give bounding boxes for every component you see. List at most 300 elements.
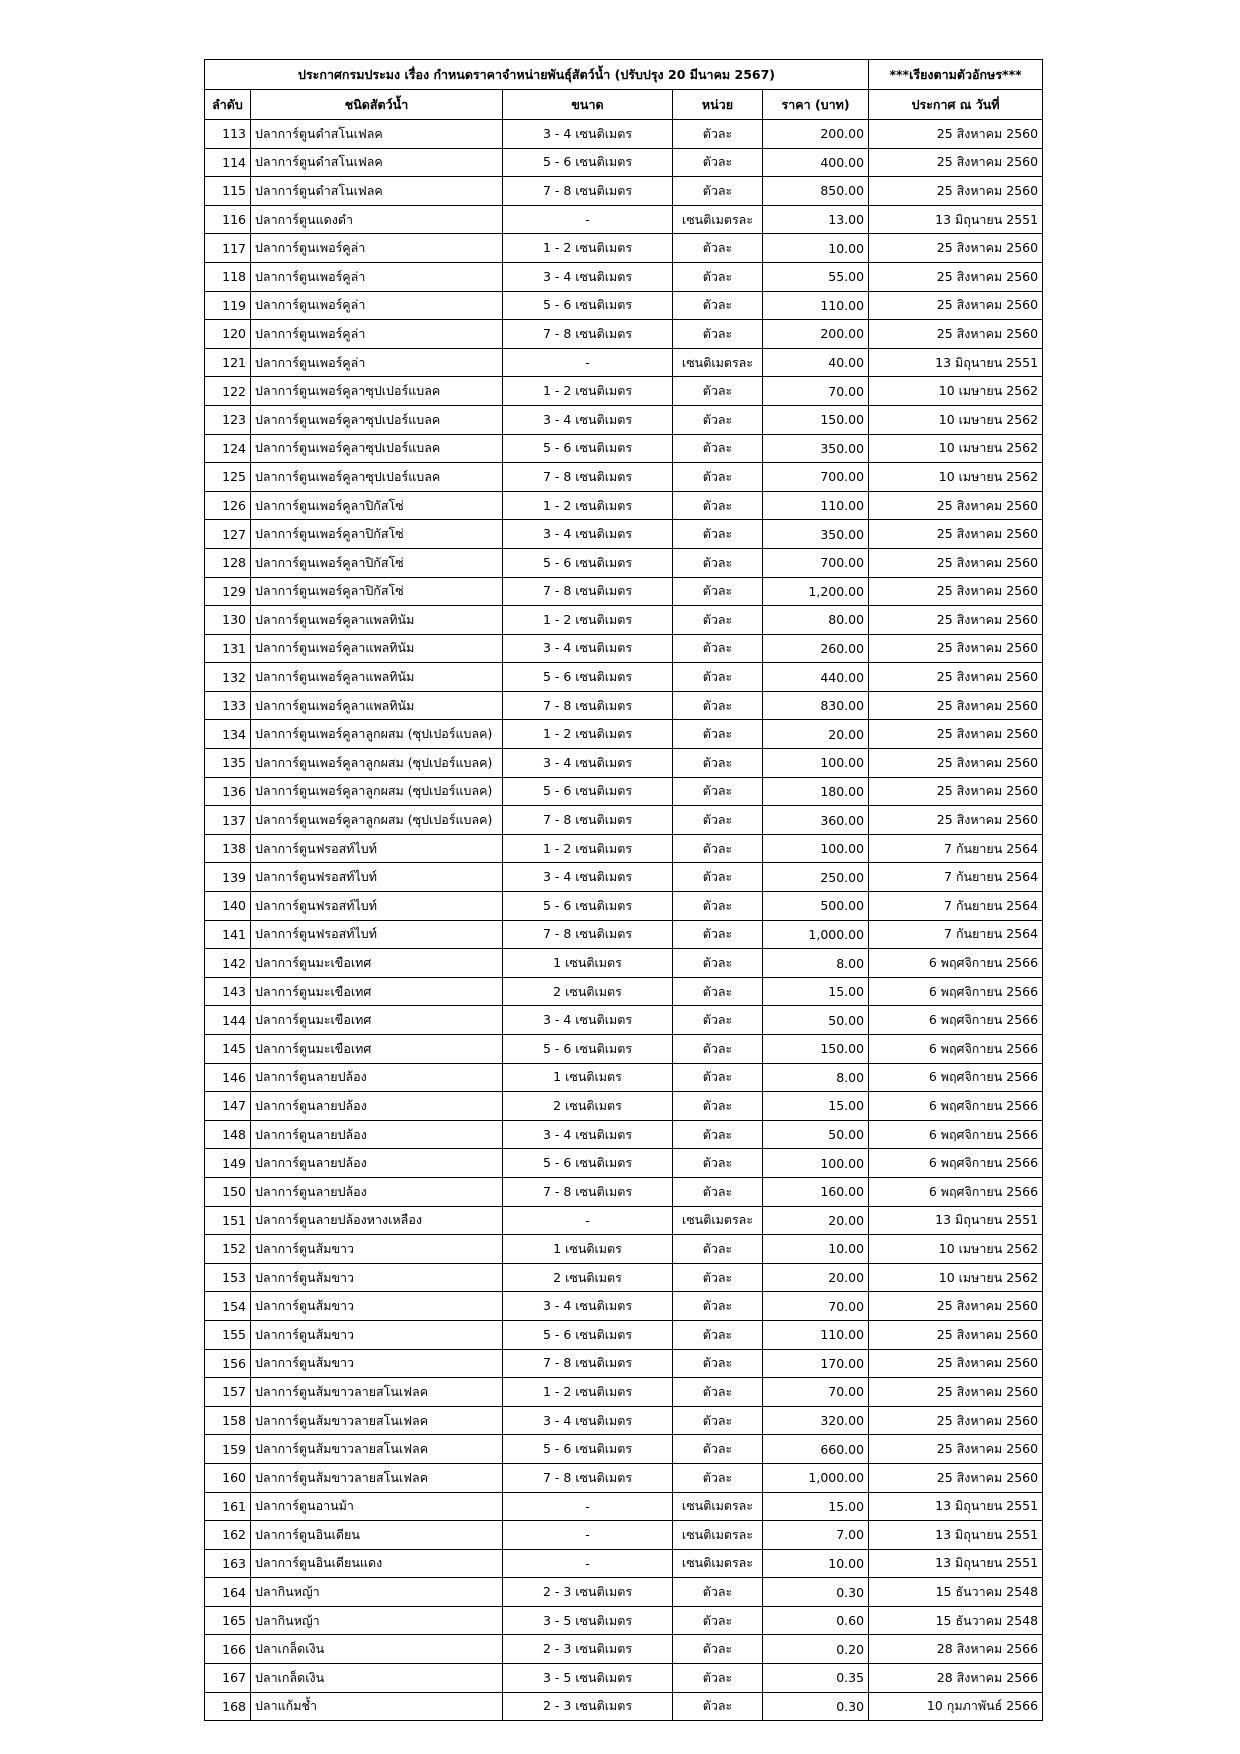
species-name: ปลาการ์ตูนเพอร์คูล่า — [251, 234, 503, 263]
price: 660.00 — [763, 1435, 869, 1464]
price: 20.00 — [763, 1206, 869, 1235]
unit: ตัวละ — [673, 1635, 763, 1664]
table-body — [205, 120, 1043, 1721]
announce-date: 25 สิงหาคม 2560 — [869, 749, 1043, 778]
row-number: 117 — [205, 234, 251, 263]
announce-date: 15 ธันวาคม 2548 — [869, 1606, 1043, 1635]
size: 3 - 4 เซนติเมตร — [503, 520, 673, 549]
price: 0.35 — [763, 1664, 869, 1693]
table-row — [205, 205, 1043, 234]
row-number: 120 — [205, 320, 251, 349]
row-number: 160 — [205, 1463, 251, 1492]
price: 55.00 — [763, 262, 869, 291]
price: 100.00 — [763, 749, 869, 778]
row-number: 132 — [205, 663, 251, 692]
unit: ตัวละ — [673, 1463, 763, 1492]
species-name: ปลาการ์ตูนลายปล้อง — [251, 1120, 503, 1149]
size: 3 - 4 เซนติเมตร — [503, 634, 673, 663]
unit: เซนติเมตรละ — [673, 1549, 763, 1578]
row-number: 127 — [205, 520, 251, 549]
row-number: 164 — [205, 1578, 251, 1607]
announce-date: 15 ธันวาคม 2548 — [869, 1578, 1043, 1607]
species-name: ปลาการ์ตูนเพอร์คูลาปิกัสโซ่ — [251, 491, 503, 520]
table-row — [205, 491, 1043, 520]
row-number: 159 — [205, 1435, 251, 1464]
announce-date: 6 พฤศจิกายน 2566 — [869, 1092, 1043, 1121]
size: 3 - 4 เซนติเมตร — [503, 863, 673, 892]
species-name: ปลาเกล็ดเงิน — [251, 1635, 503, 1664]
announce-date: 10 เมษายน 2562 — [869, 434, 1043, 463]
species-name: ปลาการ์ตูนเพอร์คูลาแพลทินัม — [251, 606, 503, 635]
announce-date: 25 สิงหาคม 2560 — [869, 148, 1043, 177]
price: 320.00 — [763, 1406, 869, 1435]
table-row — [205, 949, 1043, 978]
species-name: ปลาการ์ตูนส้มขาว — [251, 1320, 503, 1349]
table-row — [205, 777, 1043, 806]
size: 1 เซนติเมตร — [503, 949, 673, 978]
price: 80.00 — [763, 606, 869, 635]
table-row — [205, 1692, 1043, 1721]
price: 70.00 — [763, 1378, 869, 1407]
price: 110.00 — [763, 291, 869, 320]
size: 5 - 6 เซนติเมตร — [503, 148, 673, 177]
unit: ตัวละ — [673, 491, 763, 520]
table-row — [205, 1035, 1043, 1064]
unit: ตัวละ — [673, 1406, 763, 1435]
table-row — [205, 320, 1043, 349]
price: 50.00 — [763, 1120, 869, 1149]
species-name: ปลาการ์ตูนส้มขาวลายสโนเฟลค — [251, 1463, 503, 1492]
price: 8.00 — [763, 1063, 869, 1092]
table-row — [205, 834, 1043, 863]
price: 850.00 — [763, 177, 869, 206]
announce-date: 6 พฤศจิกายน 2566 — [869, 1149, 1043, 1178]
row-number: 150 — [205, 1177, 251, 1206]
price: 110.00 — [763, 1320, 869, 1349]
unit: ตัวละ — [673, 892, 763, 921]
price: 350.00 — [763, 434, 869, 463]
price: 160.00 — [763, 1177, 869, 1206]
species-name: ปลาการ์ตูนเพอร์คูลาซุปเปอร์แบลค — [251, 463, 503, 492]
table-row — [205, 120, 1043, 149]
size: 3 - 4 เซนติเมตร — [503, 1406, 673, 1435]
size: 7 - 8 เซนติเมตร — [503, 177, 673, 206]
announce-date: 7 กันยายน 2564 — [869, 834, 1043, 863]
species-name: ปลาการ์ตูนเพอร์คูลาลูกผสม (ซุปเปอร์แบลค) — [251, 806, 503, 835]
species-name: ปลาการ์ตูนเพอร์คูลาปิกัสโซ่ — [251, 548, 503, 577]
row-number: 168 — [205, 1692, 251, 1721]
announce-date: 6 พฤศจิกายน 2566 — [869, 1063, 1043, 1092]
announce-date: 25 สิงหาคม 2560 — [869, 1378, 1043, 1407]
unit: ตัวละ — [673, 634, 763, 663]
table-row — [205, 663, 1043, 692]
species-name: ปลาการ์ตูนฟรอสท์ไบท์ — [251, 863, 503, 892]
row-number: 138 — [205, 834, 251, 863]
unit: ตัวละ — [673, 1349, 763, 1378]
unit: ตัวละ — [673, 262, 763, 291]
size: 3 - 4 เซนติเมตร — [503, 262, 673, 291]
table-row — [205, 1235, 1043, 1264]
announce-date: 25 สิงหาคม 2560 — [869, 1435, 1043, 1464]
unit: ตัวละ — [673, 1435, 763, 1464]
row-number: 135 — [205, 749, 251, 778]
announce-date: 10 เมษายน 2562 — [869, 1263, 1043, 1292]
table-row — [205, 1092, 1043, 1121]
price: 700.00 — [763, 548, 869, 577]
row-number: 128 — [205, 548, 251, 577]
table-row — [205, 262, 1043, 291]
size: 5 - 6 เซนติเมตร — [503, 1035, 673, 1064]
price: 360.00 — [763, 806, 869, 835]
price: 830.00 — [763, 691, 869, 720]
announce-date: 25 สิงหาคม 2560 — [869, 1292, 1043, 1321]
unit: เซนติเมตรละ — [673, 1492, 763, 1521]
table-row — [205, 1664, 1043, 1693]
price: 20.00 — [763, 1263, 869, 1292]
row-number: 161 — [205, 1492, 251, 1521]
unit: ตัวละ — [673, 720, 763, 749]
unit: ตัวละ — [673, 148, 763, 177]
row-number: 126 — [205, 491, 251, 520]
unit: ตัวละ — [673, 749, 763, 778]
announce-date: 25 สิงหาคม 2560 — [869, 1463, 1043, 1492]
row-number: 148 — [205, 1120, 251, 1149]
announce-date: 13 มิถุนายน 2551 — [869, 1492, 1043, 1521]
species-name: ปลาการ์ตูนมะเขือเทศ — [251, 1035, 503, 1064]
species-name: ปลาการ์ตูนมะเขือเทศ — [251, 1006, 503, 1035]
size: 7 - 8 เซนติเมตร — [503, 691, 673, 720]
size: 5 - 6 เซนติเมตร — [503, 1435, 673, 1464]
announce-date: 10 เมษายน 2562 — [869, 463, 1043, 492]
price: 260.00 — [763, 634, 869, 663]
size: - — [503, 205, 673, 234]
row-number: 139 — [205, 863, 251, 892]
species-name: ปลาการ์ตูนเพอร์คูลาลูกผสม (ซุปเปอร์แบลค) — [251, 720, 503, 749]
species-name: ปลาการ์ตูนฟรอสท์ไบท์ — [251, 892, 503, 921]
species-name: ปลาแก้มช้ำ — [251, 1692, 503, 1721]
price: 170.00 — [763, 1349, 869, 1378]
announce-date: 25 สิงหาคม 2560 — [869, 663, 1043, 692]
unit: ตัวละ — [673, 1177, 763, 1206]
table-row — [205, 234, 1043, 263]
unit: เซนติเมตรละ — [673, 205, 763, 234]
size: 1 - 2 เซนติเมตร — [503, 834, 673, 863]
size: 3 - 4 เซนติเมตร — [503, 120, 673, 149]
species-name: ปลากินหญ้า — [251, 1606, 503, 1635]
price: 20.00 — [763, 720, 869, 749]
announce-date: 25 สิงหาคม 2560 — [869, 177, 1043, 206]
unit: ตัวละ — [673, 1235, 763, 1264]
row-number: 140 — [205, 892, 251, 921]
size: 3 - 5 เซนติเมตร — [503, 1664, 673, 1693]
species-name: ปลาการ์ตูนเพอร์คูล่า — [251, 320, 503, 349]
price: 70.00 — [763, 1292, 869, 1321]
price: 180.00 — [763, 777, 869, 806]
row-number: 121 — [205, 348, 251, 377]
table-row — [205, 920, 1043, 949]
size: 5 - 6 เซนติเมตร — [503, 777, 673, 806]
species-name: ปลาการ์ตูนเพอร์คูล่า — [251, 291, 503, 320]
species-name: ปลาการ์ตูนเพอร์คูลาปิกัสโซ่ — [251, 577, 503, 606]
column-header-price: ราคา (บาท) — [763, 90, 869, 120]
price: 70.00 — [763, 377, 869, 406]
table-row — [205, 1320, 1043, 1349]
table-row — [205, 806, 1043, 835]
unit: ตัวละ — [673, 606, 763, 635]
species-name: ปลาการ์ตูนเพอร์คูล่า — [251, 262, 503, 291]
price: 8.00 — [763, 949, 869, 978]
row-number: 157 — [205, 1378, 251, 1407]
table-row — [205, 1606, 1043, 1635]
announce-date: 10 เมษายน 2562 — [869, 1235, 1043, 1264]
price: 10.00 — [763, 1235, 869, 1264]
unit: ตัวละ — [673, 949, 763, 978]
species-name: ปลาการ์ตูนเพอร์คูลาปิกัสโซ่ — [251, 520, 503, 549]
announce-date: 25 สิงหาคม 2560 — [869, 577, 1043, 606]
row-number: 137 — [205, 806, 251, 835]
size: 7 - 8 เซนติเมตร — [503, 1463, 673, 1492]
row-number: 154 — [205, 1292, 251, 1321]
price: 100.00 — [763, 1149, 869, 1178]
unit: ตัวละ — [673, 1664, 763, 1693]
unit: ตัวละ — [673, 920, 763, 949]
announce-date: 6 พฤศจิกายน 2566 — [869, 949, 1043, 978]
species-name: ปลาการ์ตูนส้มขาว — [251, 1263, 503, 1292]
size: 3 - 4 เซนติเมตร — [503, 749, 673, 778]
species-name: ปลาการ์ตูนเพอร์คูลาแพลทินัม — [251, 634, 503, 663]
row-number: 131 — [205, 634, 251, 663]
size: 1 - 2 เซนติเมตร — [503, 491, 673, 520]
table-row — [205, 1120, 1043, 1149]
size: 2 เซนติเมตร — [503, 977, 673, 1006]
table-row — [205, 892, 1043, 921]
row-number: 166 — [205, 1635, 251, 1664]
table-row — [205, 1292, 1043, 1321]
size: 1 เซนติเมตร — [503, 1063, 673, 1092]
size: 7 - 8 เซนติเมตร — [503, 1349, 673, 1378]
size: 3 - 4 เซนติเมตร — [503, 1006, 673, 1035]
table-row — [205, 1177, 1043, 1206]
row-number: 144 — [205, 1006, 251, 1035]
species-name: ปลาการ์ตูนเพอร์คูล่า — [251, 348, 503, 377]
table-row — [205, 691, 1043, 720]
table-row — [205, 1549, 1043, 1578]
row-number: 162 — [205, 1521, 251, 1550]
row-number: 142 — [205, 949, 251, 978]
unit: ตัวละ — [673, 405, 763, 434]
unit: ตัวละ — [673, 1292, 763, 1321]
sort-note: ***เรียงตามตัวอักษร*** — [869, 60, 1043, 90]
species-name: ปลาการ์ตูนอานม้า — [251, 1492, 503, 1521]
announce-date: 25 สิงหาคม 2560 — [869, 262, 1043, 291]
column-header-no: ลำดับ — [205, 90, 251, 120]
announce-date: 6 พฤศจิกายน 2566 — [869, 1177, 1043, 1206]
unit: ตัวละ — [673, 863, 763, 892]
row-number: 146 — [205, 1063, 251, 1092]
row-number: 118 — [205, 262, 251, 291]
size: - — [503, 1549, 673, 1578]
species-name: ปลาการ์ตูนเพอร์คูลาแพลทินัม — [251, 663, 503, 692]
size: 3 - 4 เซนติเมตร — [503, 405, 673, 434]
price: 500.00 — [763, 892, 869, 921]
unit: ตัวละ — [673, 120, 763, 149]
table-row — [205, 720, 1043, 749]
size: 3 - 5 เซนติเมตร — [503, 1606, 673, 1635]
row-number: 115 — [205, 177, 251, 206]
title-row — [205, 60, 1043, 90]
announce-date: 25 สิงหาคม 2560 — [869, 606, 1043, 635]
row-number: 153 — [205, 1263, 251, 1292]
size: 7 - 8 เซนติเมตร — [503, 1177, 673, 1206]
size: 1 เซนติเมตร — [503, 1235, 673, 1264]
table-row — [205, 463, 1043, 492]
announce-date: 25 สิงหาคม 2560 — [869, 1349, 1043, 1378]
species-name: ปลาการ์ตูนอินเดียน — [251, 1521, 503, 1550]
unit: ตัวละ — [673, 834, 763, 863]
row-number: 155 — [205, 1320, 251, 1349]
table-row — [205, 1521, 1043, 1550]
announce-date: 25 สิงหาคม 2560 — [869, 634, 1043, 663]
unit: ตัวละ — [673, 1263, 763, 1292]
table-row — [205, 434, 1043, 463]
price: 0.60 — [763, 1606, 869, 1635]
announce-date: 28 สิงหาคม 2566 — [869, 1664, 1043, 1693]
announce-date: 25 สิงหาคม 2560 — [869, 120, 1043, 149]
announce-date: 13 มิถุนายน 2551 — [869, 1549, 1043, 1578]
row-number: 145 — [205, 1035, 251, 1064]
table-row — [205, 606, 1043, 635]
unit: ตัวละ — [673, 1606, 763, 1635]
size: 3 - 4 เซนติเมตร — [503, 1292, 673, 1321]
size: 7 - 8 เซนติเมตร — [503, 320, 673, 349]
price: 1,000.00 — [763, 920, 869, 949]
table-row — [205, 1635, 1043, 1664]
size: 5 - 6 เซนติเมตร — [503, 291, 673, 320]
species-name: ปลาการ์ตูนเพอร์คูลาซุปเปอร์แบลค — [251, 405, 503, 434]
size: - — [503, 1206, 673, 1235]
row-number: 147 — [205, 1092, 251, 1121]
row-number: 134 — [205, 720, 251, 749]
species-name: ปลาการ์ตูนฟรอสท์ไบท์ — [251, 920, 503, 949]
unit: เซนติเมตรละ — [673, 1521, 763, 1550]
unit: ตัวละ — [673, 548, 763, 577]
price: 0.30 — [763, 1692, 869, 1721]
size: 2 เซนติเมตร — [503, 1092, 673, 1121]
table-row — [205, 634, 1043, 663]
table-row — [205, 148, 1043, 177]
table-row — [205, 1435, 1043, 1464]
unit: ตัวละ — [673, 977, 763, 1006]
table-row — [205, 749, 1043, 778]
announce-date: 25 สิงหาคม 2560 — [869, 720, 1043, 749]
table-row — [205, 1206, 1043, 1235]
size: 1 - 2 เซนติเมตร — [503, 377, 673, 406]
price: 350.00 — [763, 520, 869, 549]
unit: ตัวละ — [673, 691, 763, 720]
announce-date: 25 สิงหาคม 2560 — [869, 520, 1043, 549]
price: 700.00 — [763, 463, 869, 492]
announce-date: 13 มิถุนายน 2551 — [869, 205, 1043, 234]
unit: ตัวละ — [673, 1035, 763, 1064]
size: 1 - 2 เซนติเมตร — [503, 606, 673, 635]
species-name: ปลาการ์ตูนส้มขาวลายสโนเฟลค — [251, 1406, 503, 1435]
row-number: 156 — [205, 1349, 251, 1378]
row-number: 149 — [205, 1149, 251, 1178]
species-name: ปลาการ์ตูนลายปล้องหางเหลือง — [251, 1206, 503, 1235]
row-number: 123 — [205, 405, 251, 434]
price: 40.00 — [763, 348, 869, 377]
row-number: 130 — [205, 606, 251, 635]
announce-date: 25 สิงหาคม 2560 — [869, 806, 1043, 835]
unit: ตัวละ — [673, 434, 763, 463]
price: 250.00 — [763, 863, 869, 892]
table-row — [205, 405, 1043, 434]
species-name: ปลาการ์ตูนเพอร์คูลาซุปเปอร์แบลค — [251, 377, 503, 406]
species-name: ปลาการ์ตูนเพอร์คูลาลูกผสม (ซุปเปอร์แบลค) — [251, 749, 503, 778]
size: - — [503, 1521, 673, 1550]
announce-date: 6 พฤศจิกายน 2566 — [869, 977, 1043, 1006]
row-number: 129 — [205, 577, 251, 606]
species-name: ปลาเกล็ดเงิน — [251, 1664, 503, 1693]
table-row — [205, 577, 1043, 606]
species-name: ปลาการ์ตูนเพอร์คูลาซุปเปอร์แบลค — [251, 434, 503, 463]
price: 150.00 — [763, 1035, 869, 1064]
price: 400.00 — [763, 148, 869, 177]
size: - — [503, 1492, 673, 1521]
size: 7 - 8 เซนติเมตร — [503, 577, 673, 606]
announce-date: 13 มิถุนายน 2551 — [869, 1521, 1043, 1550]
table-row — [205, 1006, 1043, 1035]
size: 5 - 6 เซนติเมตร — [503, 548, 673, 577]
species-name: ปลาการ์ตูนลายปล้อง — [251, 1063, 503, 1092]
unit: เซนติเมตรละ — [673, 348, 763, 377]
unit: ตัวละ — [673, 806, 763, 835]
row-number: 114 — [205, 148, 251, 177]
species-name: ปลาการ์ตูนลายปล้อง — [251, 1149, 503, 1178]
table-row — [205, 1378, 1043, 1407]
announce-date: 28 สิงหาคม 2566 — [869, 1635, 1043, 1664]
announce-date: 10 เมษายน 2562 — [869, 377, 1043, 406]
unit: ตัวละ — [673, 177, 763, 206]
species-name: ปลาการ์ตูนส้มขาว — [251, 1292, 503, 1321]
table-row — [205, 177, 1043, 206]
species-name: ปลาการ์ตูนมะเขือเทศ — [251, 949, 503, 978]
size: 2 - 3 เซนติเมตร — [503, 1692, 673, 1721]
price: 7.00 — [763, 1521, 869, 1550]
unit: ตัวละ — [673, 291, 763, 320]
row-number: 136 — [205, 777, 251, 806]
size: 3 - 4 เซนติเมตร — [503, 1120, 673, 1149]
table-row — [205, 1349, 1043, 1378]
price: 1,000.00 — [763, 1463, 869, 1492]
size: 2 - 3 เซนติเมตร — [503, 1578, 673, 1607]
row-number: 124 — [205, 434, 251, 463]
announce-date: 13 มิถุนายน 2551 — [869, 1206, 1043, 1235]
species-name: ปลาการ์ตูนดำสโนเฟลค — [251, 148, 503, 177]
unit: ตัวละ — [673, 777, 763, 806]
species-name: ปลาการ์ตูนเพอร์คูลาลูกผสม (ซุปเปอร์แบลค) — [251, 777, 503, 806]
size: 1 - 2 เซนติเมตร — [503, 234, 673, 263]
row-number: 158 — [205, 1406, 251, 1435]
size: 2 เซนติเมตร — [503, 1263, 673, 1292]
unit: ตัวละ — [673, 1092, 763, 1121]
announce-date: 6 พฤศจิกายน 2566 — [869, 1006, 1043, 1035]
species-name: ปลาการ์ตูนมะเขือเทศ — [251, 977, 503, 1006]
species-name: ปลาการ์ตูนแดงดำ — [251, 205, 503, 234]
announce-date: 25 สิงหาคม 2560 — [869, 691, 1043, 720]
announce-date: 6 พฤศจิกายน 2566 — [869, 1035, 1043, 1064]
header-row — [205, 90, 1043, 120]
